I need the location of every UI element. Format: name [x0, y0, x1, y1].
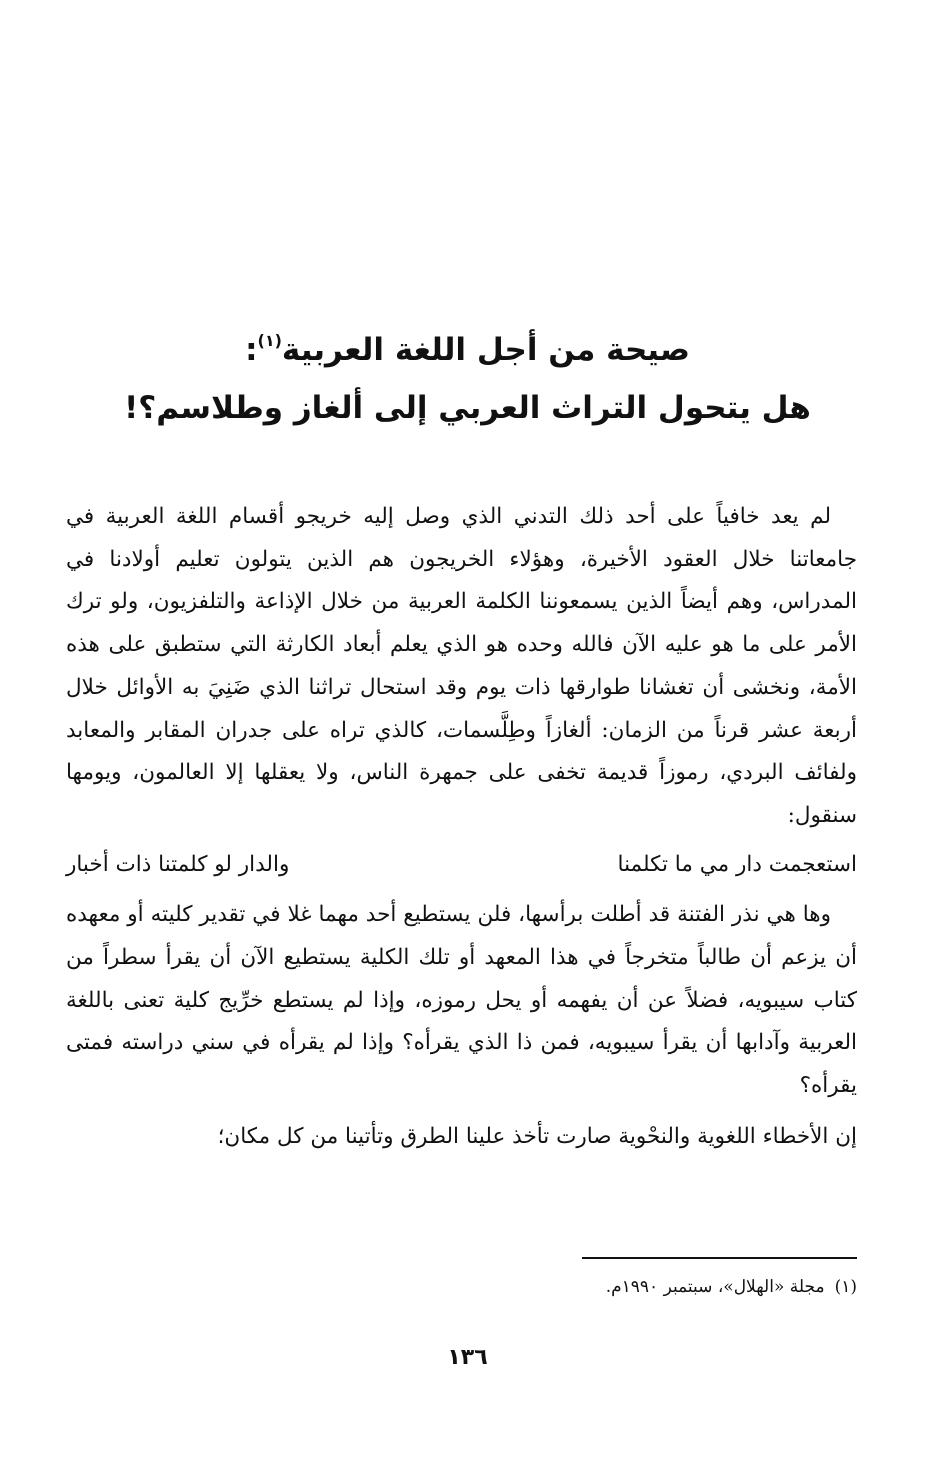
title-line-2: هل يتحول التراث العربي إلى ألغاز وطلاسم؟! — [124, 390, 811, 426]
title-colon: : — [245, 332, 258, 368]
footnote-text: مجلة «الهلال»، سبتمبر ١٩٩٠م. — [605, 1277, 825, 1297]
title-main-text: صيحة من أجل اللغة العربية — [281, 332, 690, 368]
poem-verse — [66, 844, 857, 887]
title-footnote-ref: (١) — [257, 331, 282, 350]
paragraph-2: وها هي نذر الفتنة قد أطلت برأسها، فلن يستطيع أحد مهما غلا في تقدير كليته أو معهده أن يزعم أن طالباً متخرجاً في هذا المعهد أو تلك الكلية يستطيع الآن أن يقرأ سطراً من كتاب سيبويه، فضلاً عن أن يفهمه أو يحل رموزه، وإذا لم يستطع خرِّيج كلية تعنى باللغة العربية وآدابها أن يقرأ سيبويه، فمن ذا الذي يقرأه؟ وإذا لم يقرأه في سني دراسته فمتى يقرأه؟ — [66, 902, 857, 1099]
verse-first-hemistich: استعجمت دار مي ما تكلمنا — [617, 851, 857, 877]
footnote-number: (١) — [834, 1277, 857, 1297]
verse-second-hemistich: والدار لو كلمتنا ذات أخبار — [66, 851, 290, 877]
footnote — [606, 1272, 857, 1302]
paragraph-3: إن الأخطاء اللغوية والنحْوية صارت تأخذ علينا الطرق وتأتينا من كل مكان؛ — [217, 1123, 857, 1149]
footnote-divider — [582, 1257, 857, 1259]
title-line-1 — [60, 312, 875, 379]
chapter-title — [60, 312, 875, 437]
page-number: ١٣٦ — [447, 1345, 488, 1370]
paragraph-1: لم يعد خافياً على أحد ذلك التدني الذي وصل إليه خريجو أقسام اللغة العربية في جامعاتنا خلال العقود الأخيرة، وهؤلاء الخريجون هم الذين يتولون تعليم أولادنا في المدراس، وهم أيضاً الذين يسمعوننا الكلمة العربية من خلال الإذاعة والتلفزيون، ولو ترك الأمر على ما هو عليه الآن فالله وحده هو الذي يعلم أبعاد الكارثة التي ستطبق على هذه الأمة، ونخشى أن تغشانا طوارقها ذات يوم وقد استحال تراثنا الذي ضَنِيَ به الأوائل خلال أربعة عشر قرناً من الزمان: ألغازاً وطِلَّسمات، كالذي تراه على جدران المقابر والمعابد ولفائف البردي، رموزاً قديمة تخفى على جمهرة الناس، ولا يعقلها إلا العالمون، ويومها سنقول: — [66, 504, 857, 828]
body-text — [66, 496, 857, 1159]
